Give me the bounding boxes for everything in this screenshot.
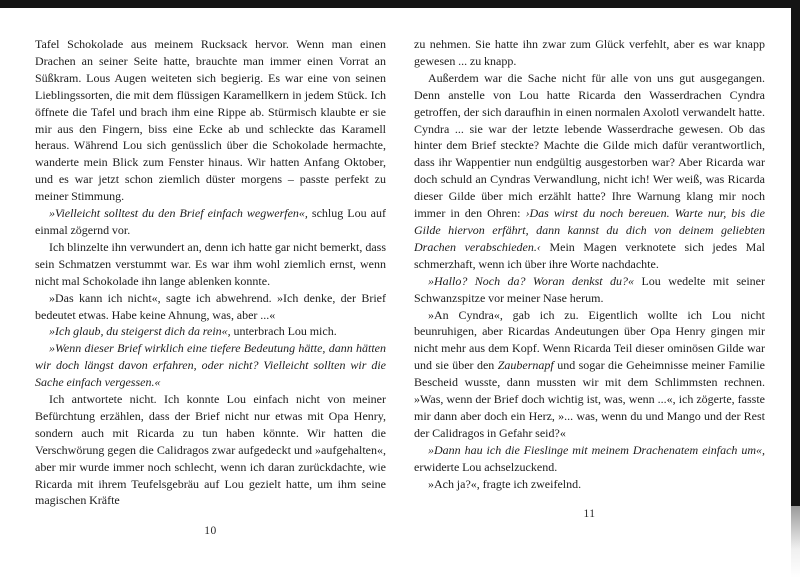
scan-edge-right-fade xyxy=(791,506,800,578)
body-text: Ich blinzelte ihn verwundert an, denn ich hatte gar nicht bemerkt, dass sein Schmatzen verstummt war. Es war ihm wohl ziemlich ernst, wenn nicht mal Schokolade ihn lange ablenken konnte. xyxy=(35,239,386,288)
body-text: »An Cyndra«, gab ich zu. Eigentlich wollte ich Lou nicht beunruhigen, aber Ricardas Andeutungen über Opa Henry gingen mir nicht mehr aus dem Kopf. Wenn Ricarda Teil dieser ominösen Gilde war und sie über den xyxy=(414,307,765,373)
body-text: Mein Magen verknotete sich jedes Mal schmerzhaft, wenn ich über ihre Worte nachdachte. xyxy=(414,239,765,271)
body-text: Ich antwortete nicht. Ich konnte Lou einfach nicht von meiner Befürchtung erzählen, dass der Brief nicht nur etwas mit Opa Henry, sondern auch mit Ricarda zu tun haben könnte. Wir hatten die Verschwörung gegen die Calidragos zwar aufgedeckt und »aufgehalten«, aber mir wurde immer noch schlecht, wenn ich daran zurückdachte, wie Ricarda mit ihrem Teufelsgebräu auf Lou gezielt hatte, um ihm seine magischen Kräfte xyxy=(35,392,386,508)
dialogue-italic-text: »Dann hau ich die Fieslinge mit meinem Drachenatem einfach um«, xyxy=(428,442,765,457)
paragraph xyxy=(35,239,386,290)
dialogue-italic-text: Zaubernapf xyxy=(497,358,554,373)
paragraph xyxy=(414,442,765,476)
paragraph xyxy=(35,323,386,340)
page-left xyxy=(35,36,386,537)
dialogue-italic-text: »Hallo? Noch da? Woran denkst du?« xyxy=(428,273,635,288)
page-right xyxy=(414,36,765,520)
body-text: erwiderte Lou achselzuckend. xyxy=(414,459,558,474)
body-text: unterbrach Lou mich. xyxy=(230,324,337,339)
body-text: »Das kann ich nicht«, sagte ich abwehrend. »Ich denke, der Brief bedeutet etwas. Habe keine Ahnung, was, aber ...« xyxy=(35,290,386,322)
dialogue-italic-text: »Vielleicht solltest du den Brief einfach wegwerfen«, xyxy=(49,206,308,221)
scan-edge-top xyxy=(0,0,800,8)
paragraph xyxy=(35,290,386,324)
page-right-text xyxy=(414,36,765,492)
paragraph xyxy=(35,205,386,239)
paragraph xyxy=(35,340,386,391)
dialogue-italic-text: »Ich glaub, du steigerst dich da rein«, xyxy=(49,324,231,339)
paragraph xyxy=(414,70,765,273)
paragraph xyxy=(414,307,765,442)
body-text: Außerdem war die Sache nicht für alle von uns gut ausgegangen. Denn anstelle von Lou hatte Ricarda den Wasserdrachen Cyndra getroffen, der sich daraufhin in einen normalen Axolotl verwandelt hatte. Cyndra ... sie war der letzte lebende Wasserdrache gewesen. Ob das hinter dem Brief steckte? Machte die Gilde mich dafür verantwortlich, dass ihr Wappentier nun endgültig ausgestorben war? Aber Ricarda war doch schuld an Cyndras Verwandlung, nicht ich! Wer weiß, was Ricarda dieser Gilde über mich erzählt hatte? Ihre Warnung klang mir noch immer in den Ohren: xyxy=(414,70,765,221)
body-text: Lou wedelte mit seiner Schwanzspitze vor meiner Nase herum. xyxy=(414,273,766,305)
page-number-left: 10 xyxy=(204,525,217,538)
page-number-right: 11 xyxy=(583,508,596,521)
dialogue-italic-text: ›Das wirst du noch bereuen. Warte nur, bis die Gilde hiervon erfährt, dann kannst du dich von deinem geliebten Drachen verabschieden.‹ xyxy=(414,206,765,254)
paragraph xyxy=(414,476,765,493)
dialogue-italic-text: »Wenn dieser Brief wirklich eine tiefere Bedeutung hätte, dann hätten wir doch längst davon erfahren, oder nicht? Vielleicht sollten wir die Sache einfach vergessen.« xyxy=(35,341,386,390)
paragraph xyxy=(35,36,386,205)
body-text: »Ach ja?«, fragte ich zweifelnd. xyxy=(428,476,582,491)
paragraph xyxy=(414,36,765,70)
paragraph xyxy=(35,391,386,509)
body-text: Tafel Schokolade aus meinem Rucksack hervor. Wenn man einen Drachen an seiner Seite hatte, brauchte man immer einen Vorrat an Süßkram. Lous Augen weiteten sich begierig. Es war eine von seinen Lieblingssorten, die mit dem flüssigen Karamellkern in jedem Stück. Ich öffnete die Tafel und brach ihm eine Rippe ab. Stürmisch klaubte er sie mir aus den Fingern, biss eine Ecke ab und schleckte das Karamell heraus. Während Lou sich genüsslich über die Schokolade hermachte, wanderte mein Blick zum Fenster hinaus. Wir hatten Anfang Oktober, und es war jetzt schon ziemlich düster morgens – passte perfekt zu meiner Stimmung. xyxy=(35,37,386,204)
body-text: schlug Lou auf einmal zögernd vor. xyxy=(35,206,386,237)
page-left-text xyxy=(35,36,386,509)
body-text: zu nehmen. Sie hatte ihn zwar zum Glück verfehlt, aber es war knapp gewesen ... zu knapp. xyxy=(414,37,765,68)
body-text: und sogar die Geheimnisse meiner Familie Bescheid wusste, dann mussten wir mit dem Schlimmsten rechnen. »Was, wenn der Brief doch wichtig ist, was, wenn ...«, ich zögerte, fasste mir dann aber doch ein Herz, »... was, wenn du und Mango und der Rest der Calidragos in Gefahr seid?« xyxy=(414,358,765,440)
scan-edge-right xyxy=(791,0,800,506)
paragraph xyxy=(414,273,765,307)
